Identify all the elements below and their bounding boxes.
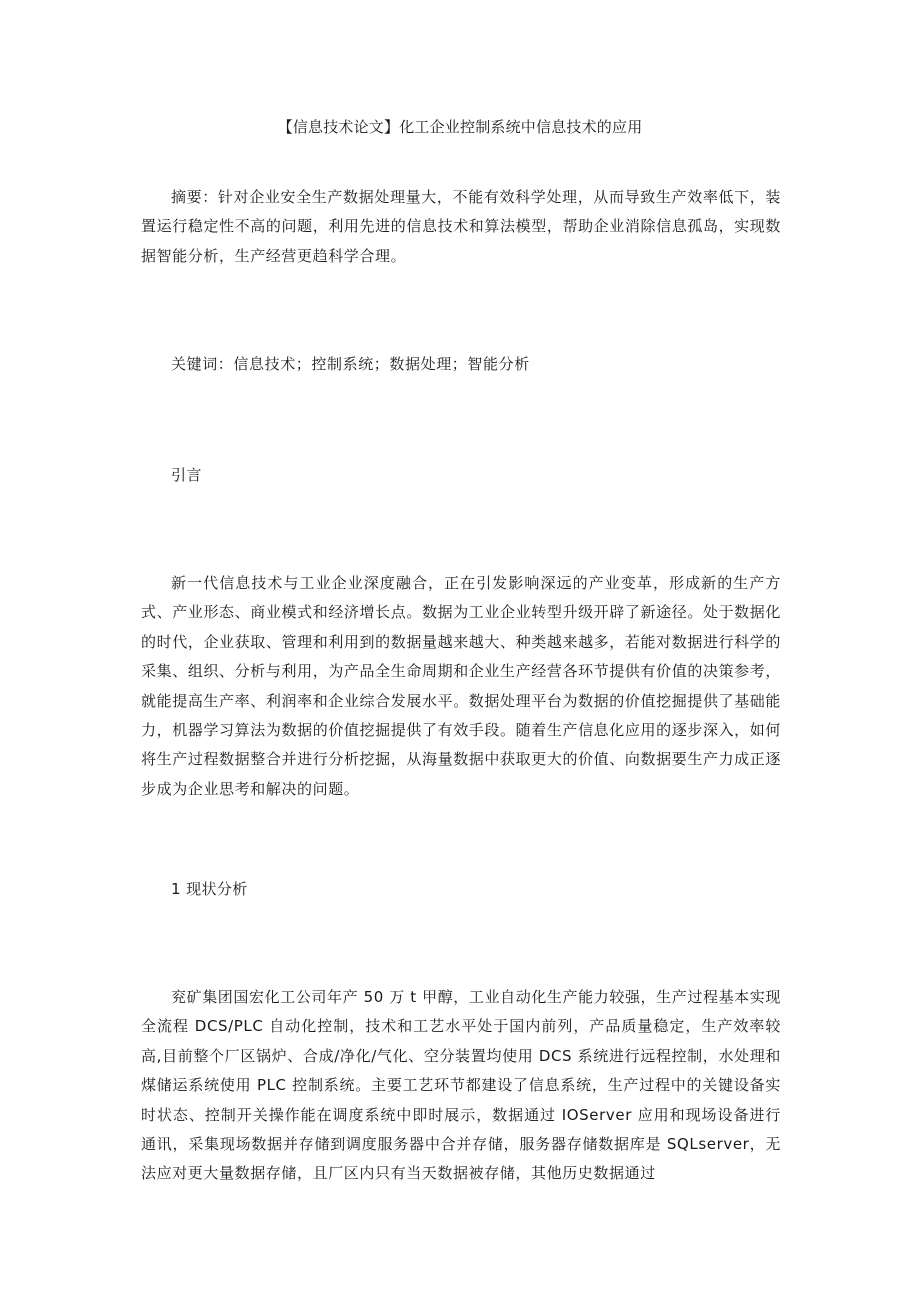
abstract-paragraph: 摘要：针对企业安全生产数据处理量大，不能有效科学处理，从而导致生产效率低下，装置运行稳定性不高的问题，利用先进的信息技术和算法模型，帮助企业消除信息孤岛，实现数据智能分析，生产经营更趋科学合理。 [141,188,781,265]
keywords-line: 关键词：信息技术；控制系统；数据处理；智能分析 [171,355,530,373]
section-1-heading: 1 现状分析 [171,880,248,898]
intro-heading: 引言 [171,466,202,484]
section-1-paragraph: 兖矿集团国宏化工公司年产 50 万 t 甲醇，工业自动化生产能力较强，生产过程基本实现全流程 DCS/PLC 自动化控制，技术和工艺水平处于国内前列，产品质量稳定，生产效率较高,目前整个厂区锅炉、合成/净化/气化、空分装置均使用 DCS 系统进行远程控制，水处理和煤储运系统使用 PLC 控制系统。主要工艺环节都建设了信息系统，生产过程中的关键设备实时状态、控制开关操作能在调度系统中即时展示，数据通过 IOServer 应用和现场设备进行通讯，采集现场数据并存储到调度服务器中合并存储，服务器存储数据库是 SQLserver，无法应对更大量数据存储，且厂区内只有当天数据被存储，其他历史数据通过 [141,988,781,1183]
intro-paragraph: 新一代信息技术与工业企业深度融合，正在引发影响深远的产业变革，形成新的生产方式、产业形态、商业模式和经济增长点。数据为工业企业转型升级开辟了新途径。处于数据化的时代，企业获取、管理和利用到的数据量越来越大、种类越来越多，若能对数据进行科学的采集、组织、分析与利用，为产品全生命周期和企业生产经营各环节提供有价值的决策参考，就能提高生产率、利润率和企业综合发展水平。数据处理平台为数据的价值挖掘提供了基础能力，机器学习算法为数据的价值挖掘提供了有效手段。随着生产信息化应用的逐步深入，如何将生产过程数据整合并进行分析挖掘，从海量数据中获取更大的价值、向数据要生产力成正逐步成为企业思考和解决的问题。 [141,574,781,798]
document-title: 【信息技术论文】化工企业控制系统中信息技术的应用 [277,118,643,136]
